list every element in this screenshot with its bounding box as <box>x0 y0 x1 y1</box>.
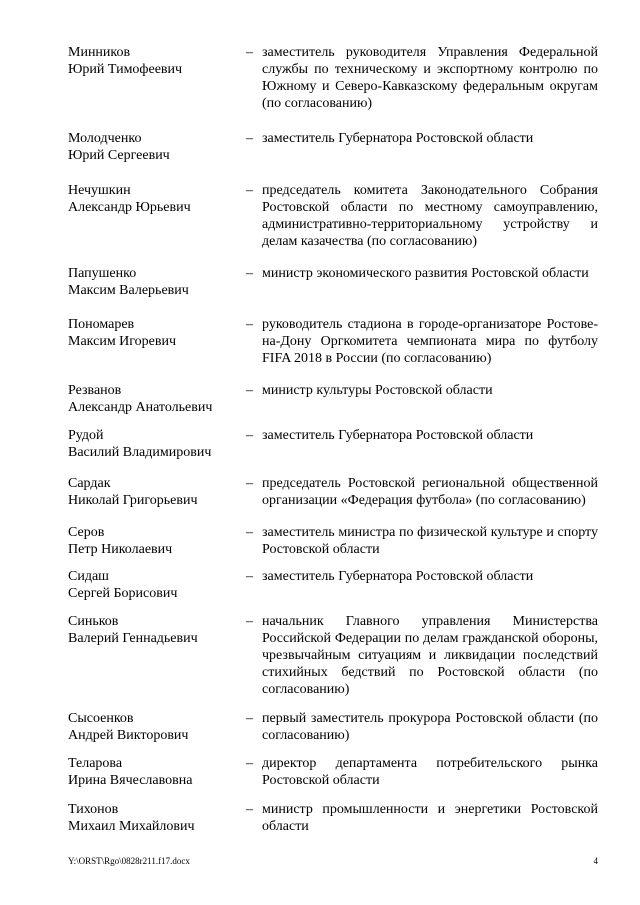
member-name <box>68 182 246 216</box>
member-surname: Сардак <box>68 476 111 491</box>
member-given-name: Петр Николаевич <box>68 542 173 557</box>
member-given-name: Максим Игоревич <box>68 334 177 349</box>
list-item <box>68 568 598 602</box>
member-surname: Сидаш <box>68 569 109 584</box>
member-role: заместитель министра по физической культуре и спорту Ростовской области <box>262 525 598 557</box>
member-name <box>68 265 246 299</box>
member-surname: Серов <box>68 525 105 540</box>
member-name <box>68 44 246 78</box>
member-surname: Синьков <box>68 614 119 629</box>
member-given-name: Александр Анатольевич <box>68 400 213 415</box>
member-role: начальник Главного управления Министерства Российской Федерации по делам гражданской обороны, чрезвычайным ситуациям и ликвидации последствий стихийных бедствий по Ростовской области (по согласованию) <box>262 614 598 697</box>
dash: – <box>246 525 253 540</box>
member-role: председатель комитета Законодательного Собрания Ростовской области по местному самоуправлению, административно-территориальному устройству и делам казачества (по согласованию) <box>262 183 598 249</box>
dash: – <box>246 317 253 332</box>
list-item <box>68 475 598 509</box>
page-number: 4 <box>593 856 598 866</box>
dash: – <box>246 756 253 771</box>
list-item <box>68 316 598 367</box>
member-surname: Сысоенков <box>68 711 134 726</box>
member-name <box>68 382 246 416</box>
dash: – <box>246 266 253 281</box>
list-item <box>68 182 598 250</box>
member-name <box>68 568 246 602</box>
member-role: министр экономического развития Ростовской области <box>262 266 589 281</box>
member-role: заместитель Губернатора Ростовской области <box>262 131 534 146</box>
member-given-name: Василий Владимирович <box>68 445 212 460</box>
member-role: министр промышленности и энергетики Ростовской области <box>262 802 598 834</box>
list-item <box>68 613 598 698</box>
dash: – <box>246 569 253 584</box>
member-name <box>68 524 246 558</box>
member-list <box>68 44 598 835</box>
dash: – <box>246 428 253 443</box>
member-surname: Молодченко <box>68 131 142 146</box>
member-given-name: Александр Юрьевич <box>68 200 191 215</box>
member-surname: Папушенко <box>68 266 137 281</box>
list-item <box>68 382 598 416</box>
member-name <box>68 427 246 461</box>
member-surname: Минников <box>68 45 131 60</box>
page-footer <box>68 856 598 866</box>
member-role: министр культуры Ростовской области <box>262 383 493 398</box>
member-surname: Резванов <box>68 383 122 398</box>
dash: – <box>246 614 253 629</box>
list-item <box>68 524 598 558</box>
dash: – <box>246 802 253 817</box>
list-item <box>68 265 598 299</box>
member-given-name: Михаил Михайлович <box>68 819 195 834</box>
dash: – <box>246 131 253 146</box>
member-surname: Нечушкин <box>68 183 131 198</box>
member-name <box>68 755 246 789</box>
member-role: первый заместитель прокурора Ростовской области (по согласованию) <box>262 711 598 743</box>
member-name <box>68 710 246 744</box>
list-item <box>68 755 598 789</box>
member-surname: Тихонов <box>68 802 119 817</box>
dash: – <box>246 383 253 398</box>
member-given-name: Максим Валерьевич <box>68 283 189 298</box>
file-path: Y:\ORST\Rgo\0828r211.f17.docx <box>68 856 190 866</box>
dash: – <box>246 183 253 198</box>
member-name <box>68 130 246 164</box>
member-given-name: Валерий Геннадьевич <box>68 631 198 646</box>
member-name <box>68 316 246 350</box>
member-role: директор департамента потребительского рынка Ростовской области <box>262 756 598 788</box>
member-name <box>68 613 246 647</box>
member-role: руководитель стадиона в городе-организаторе Ростове-на-Дону Оргкомитета чемпионата мира по футболу FIFA 2018 в России (по согласованию) <box>262 317 598 366</box>
list-item <box>68 801 598 835</box>
member-role: заместитель руководителя Управления Федеральной службы по техническому и экспортному контролю по Южному и Северо-Кавказскому федеральным округам (по согласованию) <box>262 45 598 111</box>
member-name <box>68 475 246 509</box>
member-role: заместитель Губернатора Ростовской области <box>262 428 534 443</box>
member-given-name: Юрий Тимофеевич <box>68 62 183 77</box>
member-surname: Пономарев <box>68 317 135 332</box>
dash: – <box>246 711 253 726</box>
list-item <box>68 710 598 744</box>
member-given-name: Сергей Борисович <box>68 586 178 601</box>
list-item <box>68 44 598 112</box>
member-surname: Рудой <box>68 428 104 443</box>
member-given-name: Юрий Сергеевич <box>68 148 170 163</box>
member-given-name: Ирина Вячеславовна <box>68 773 193 788</box>
list-item <box>68 427 598 461</box>
member-name <box>68 801 246 835</box>
dash: – <box>246 476 253 491</box>
member-given-name: Андрей Викторович <box>68 728 189 743</box>
member-role: председатель Ростовской региональной общественной организации «Федерация футбола» (по согласованию) <box>262 476 598 508</box>
member-role: заместитель Губернатора Ростовской области <box>262 569 534 584</box>
dash: – <box>246 45 253 60</box>
member-given-name: Николай Григорьевич <box>68 493 198 508</box>
member-surname: Теларова <box>68 756 123 771</box>
list-item <box>68 130 598 164</box>
